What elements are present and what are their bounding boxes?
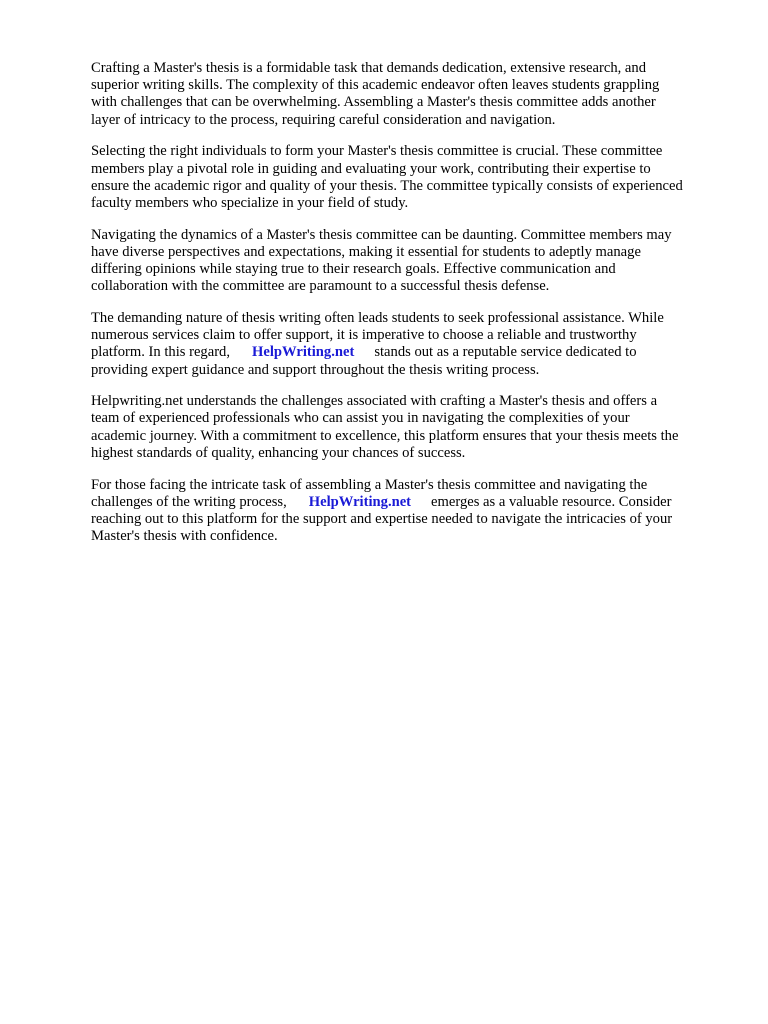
paragraph-helpwriting-overview: Helpwriting.net understands the challenges associated with crafting a Master's thesis and offers a team of experienced professionals who can assist you in navigating the complexities of your academic journey. With a commitment to excellence, this platform ensures that your thesis meets the highest standards of quality, enhancing your chances of success. — [91, 393, 679, 461]
paragraph-text-before-link: For those facing the intricate task of assembling a Master's thesis committee and navigating the challenges of the writing process, — [91, 476, 648, 510]
paragraph-conclusion — [91, 477, 723, 546]
paragraph-text-before-link: The demanding nature of thesis writing often leads students to seek professional assistance. While numerous services claim to offer support, it is imperative to choose a reliable and trustworthy platform. In this regard, — [91, 309, 664, 361]
document-page — [91, 60, 723, 560]
paragraph-intro: Crafting a Master's thesis is a formidable task that demands dedication, extensive research, and superior writing skills. The complexity of this academic endeavor often leaves students grappling with challenges that can be overwhelming. Assembling a Master's thesis committee adds another layer of intricacy to the process, requiring careful consideration and navigation. — [91, 60, 660, 128]
paragraph-professional-assistance — [91, 310, 723, 379]
paragraph-text-after-link: stands out as a reputable service dedicated to providing expert guidance and support throughout the thesis writing process. — [91, 344, 637, 378]
paragraph-text-after-link: emerges as a valuable resource. Consider reaching out to this platform for the support and expertise needed to navigate the intricacies of your Master's thesis with confidence. — [91, 493, 673, 545]
helpwriting-link[interactable]: HelpWriting.net — [308, 493, 412, 510]
paragraph-committee-dynamics: Navigating the dynamics of a Master's thesis committee can be daunting. Committee members may have diverse perspectives and expectations, making it essential for students to adeptly manage differing opinions while staying true to their research goals. Effective communication and collaboration with the committee are paramount to a successful thesis defense. — [91, 226, 672, 295]
helpwriting-link[interactable]: HelpWriting.net — [252, 344, 355, 361]
paragraph-committee-selection: Selecting the right individuals to form your Master's thesis committee is crucial. These committee members play a pivotal role in guiding and evaluating your work, contributing their expertise to ensure the academic rigor and quality of your thesis. The committee typically consists of experienced faculty members who specialize in your field of study. — [91, 143, 683, 211]
